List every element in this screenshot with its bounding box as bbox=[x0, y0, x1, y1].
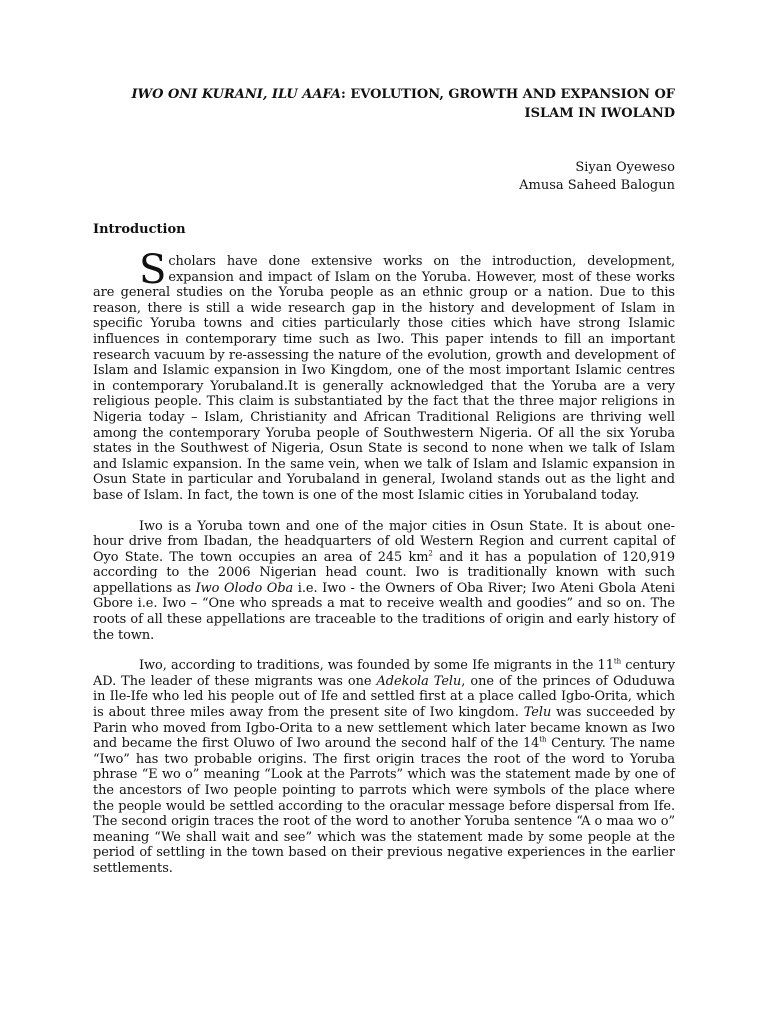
italic-term: Iwo Olodo Oba bbox=[195, 580, 294, 596]
paragraph-text: , one of the princes of Oduduwa in Ile-Ife who led his people out of Ife and settled first at a place called Igbo-Orita, which is about three miles away from the present site of Iwo kingdom. bbox=[93, 673, 675, 721]
paragraph-text: was succeeded by Parin who moved from Igbo-Orita to a new settlement which later became known as Iwo and became the first Oluwo of Iwo around the second half of the 14 bbox=[93, 705, 676, 752]
italic-term: Telu bbox=[523, 705, 552, 721]
author-name: Amusa Saheed Balogun bbox=[519, 178, 675, 193]
paragraph-text: cholars have done extensive works on the introduction, development, expansion and impact of Islam on the Yoruba. However, most of these works are general studies on the Yoruba people as an ethnic group or a nation. Due to this reason, there is still a wide research gap in the history and development of Islam in specific Yoruba towns and cities particularly those cities which have strong Islamic influences in contemporary time such as Iwo. This paper intends to fill an important research vacuum by re-assessing the nature of the evolution, growth and development of Islam and Islamic expansion in Iwo Kingdom, one of the most important Islamic centres in contemporary Yorubaland.It is generally acknowledged that the Yoruba are a very religious people. This claim is substantiated by the fact that the three major religions in Nigeria today – Islam, Christianity and African Traditional Religions are thriving well among the contemporary Yoruba people of Southwestern Nigeria. Of all the six Yoruba states in the Southwest of Nigeria, Osun State is second to none when we talk of Islam and Islamic expansion. In the same vein, when we talk of Islam and Islamic expansion in Osun State in particular and Yorubaland in general, Iwoland stands out as the light and base of Islam. In fact, the town is one of the most Islamic cities in Yorubaland today. bbox=[93, 254, 675, 503]
document-title bbox=[93, 85, 675, 123]
title-line2: ISLAM IN IWOLAND bbox=[524, 106, 675, 121]
superscript: th bbox=[539, 735, 547, 744]
title-italic-part: IWO ONI KURANI, ILU AAFA bbox=[131, 87, 341, 102]
paragraph-text: Century. The name “Iwo” has two probable origins. The first origin traces the root of the word to Yoruba phrase “E wo o” meaning “Look at the Parrots” which was the statement made by one of the ancestors of Iwo people pointing to parrots which were symbols of the place where the people would be settled according to the oracular message before dispersal from Ife. The second origin traces the root of the word to another Yoruba sentence “A o maa wo o” meaning “We shall wait and see” which was the statement made by some people at the period of settling in the town based on their previous negative experiences in the earlier settlements. bbox=[93, 736, 675, 876]
body-paragraph-2 bbox=[93, 519, 675, 644]
superscript: 2 bbox=[428, 549, 433, 558]
paragraph-text: Iwo, according to traditions, was founded by some Ife migrants in the 11 bbox=[139, 658, 614, 674]
drop-cap: S bbox=[139, 247, 167, 293]
italic-term: Adekola Telu bbox=[376, 673, 462, 689]
body-paragraph-1 bbox=[93, 247, 675, 504]
paragraph-text: century AD. The leader of these migrants was one bbox=[93, 658, 675, 689]
paragraph-text: Iwo is a Yoruba town and one of the major cities in Osun State. It is about one-hour drive from Ibadan, the headquarters of old Western Region and current capital of Oyo State. The town occupies an area of 245 km bbox=[93, 518, 675, 565]
title-rest-line1: : EVOLUTION, GROWTH AND EXPANSION OF bbox=[341, 87, 675, 102]
paragraph-text: i.e. Iwo - the Owners of Oba River; Iwo Ateni Gbola Ateni Gbore i.e. Iwo – “One who spreads a mat to receive wealth and goodies” and so on. The roots of all these appellations are traceable to the traditions of origin and early history of the town. bbox=[93, 580, 675, 643]
author-name: Siyan Oyeweso bbox=[575, 160, 675, 175]
document-page bbox=[93, 85, 675, 877]
body-paragraph-3 bbox=[93, 658, 675, 876]
author-list bbox=[93, 159, 675, 195]
paragraph-text: and it has a population of 120,919 according to the 2006 Nigerian head count. Iwo is traditionally known with such appellations as bbox=[93, 549, 675, 596]
superscript: th bbox=[613, 657, 622, 666]
section-heading-introduction: Introduction bbox=[93, 222, 186, 237]
